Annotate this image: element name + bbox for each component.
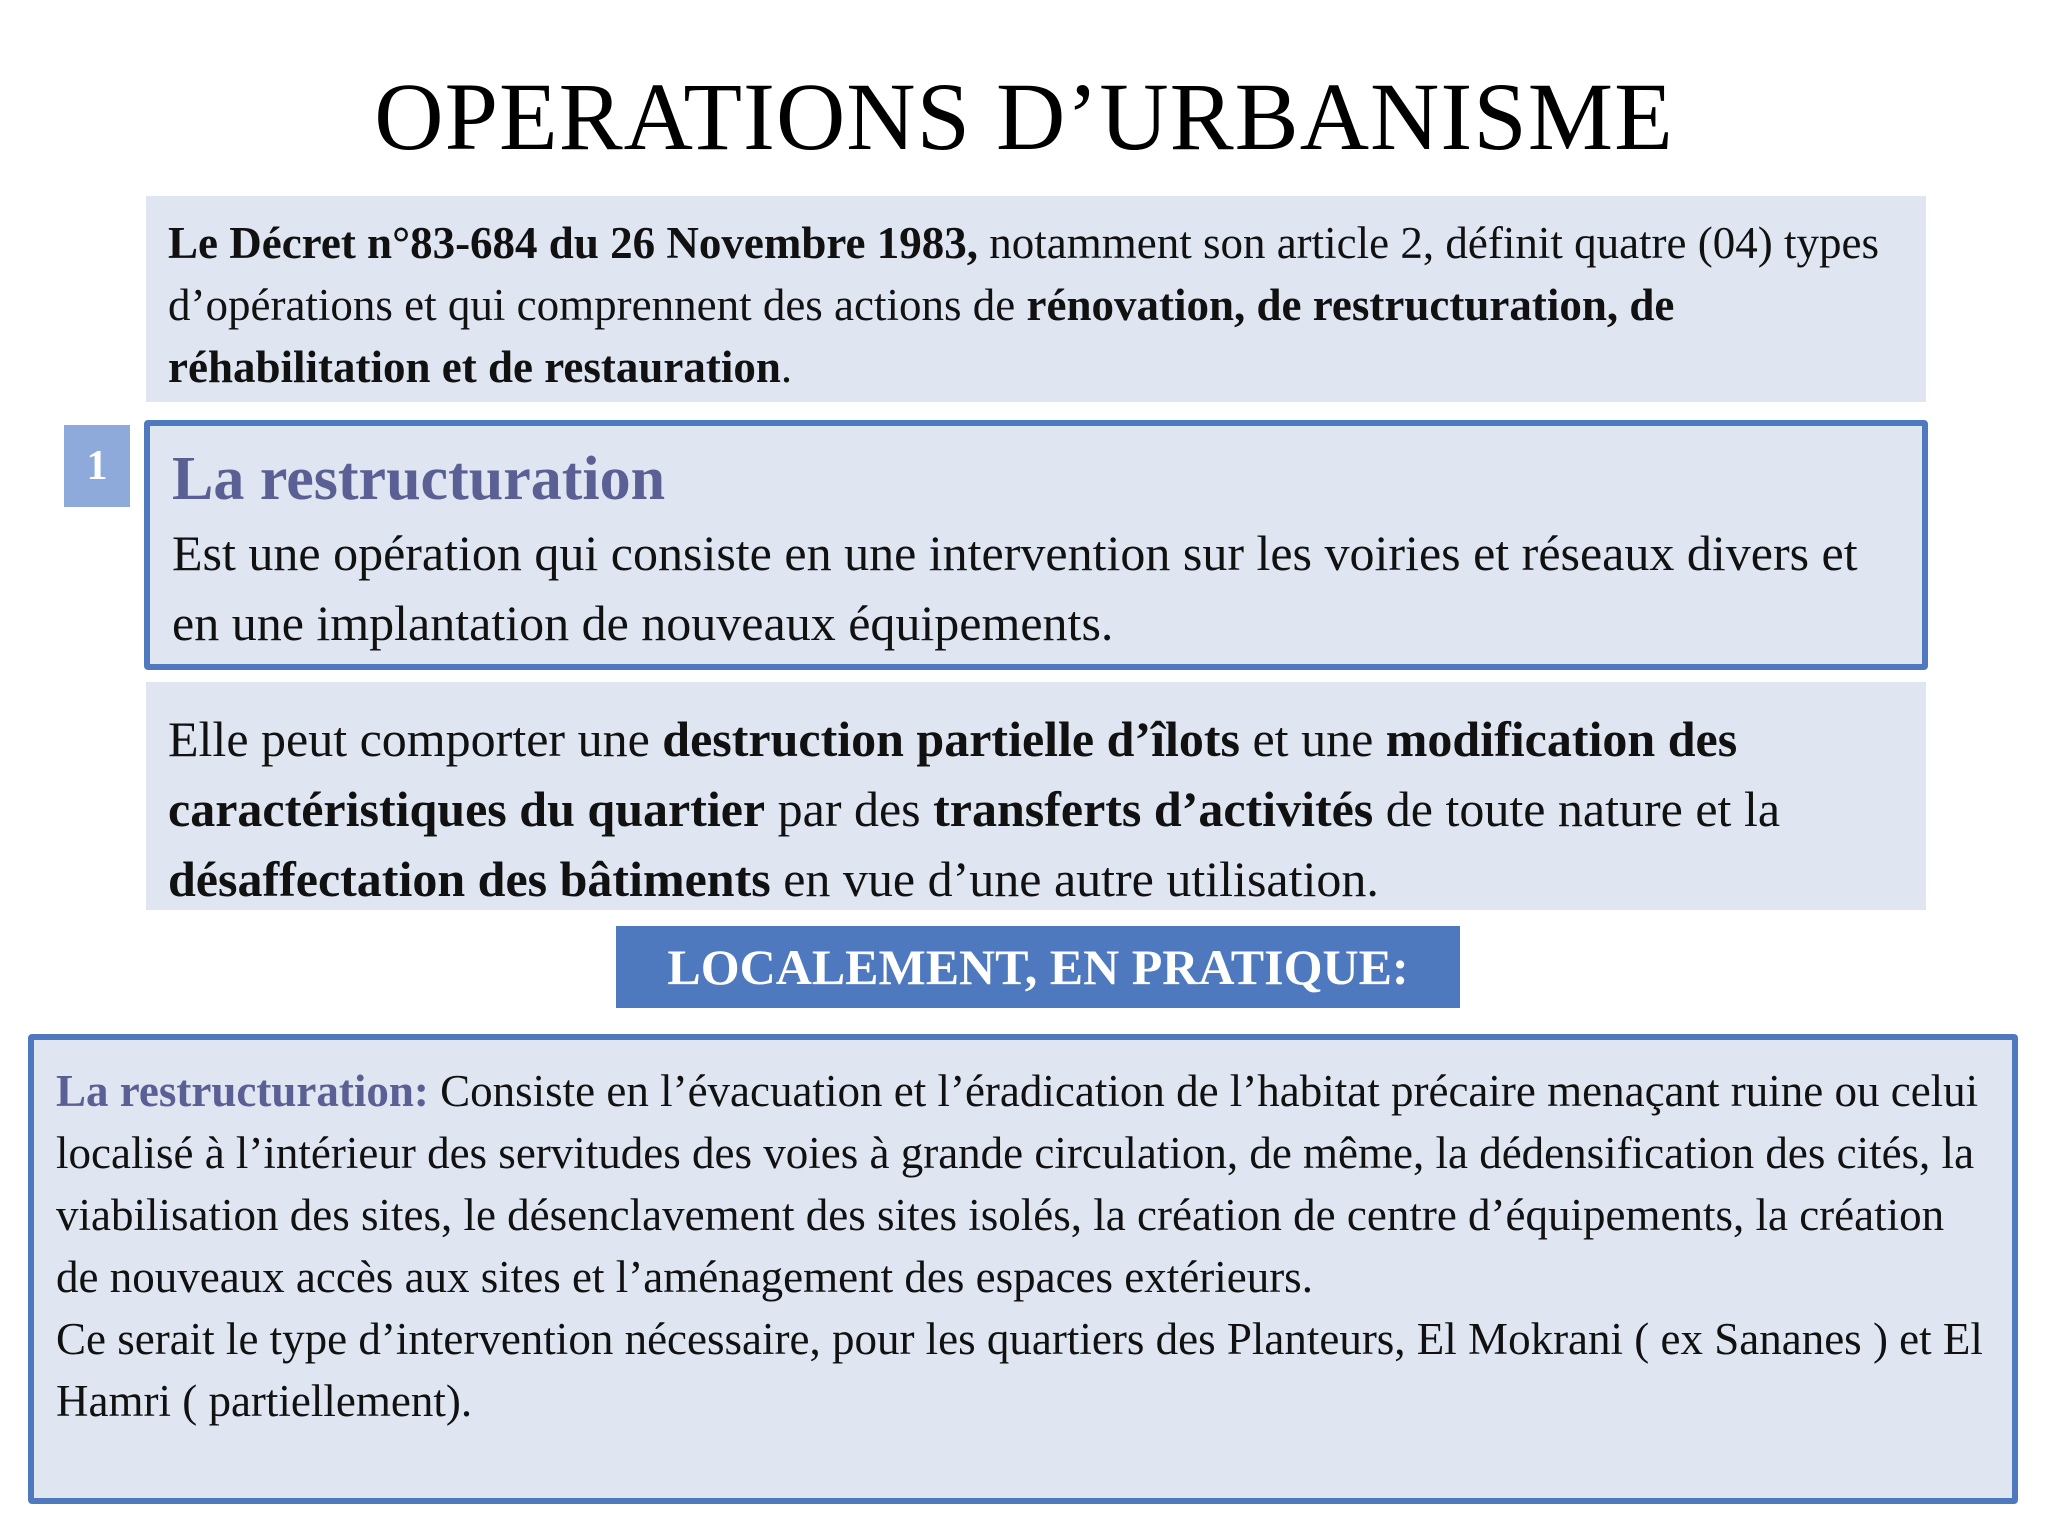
decree-reference: Le Décret n°83-684 du 26 Novembre 1983, <box>168 218 978 268</box>
decree-text: notamment son article 2, définit quatre (04) types d’opérations et qui comprennent des actions de <box>168 218 1879 330</box>
local-practice-lead: La restructuration: <box>56 1066 429 1116</box>
local-practice-neighborhoods: Ce serait le type d’intervention nécessaire, pour les quartiers des Planteurs, El Mokrani ( ex Sananes ) et El Hamri ( partiellement). <box>56 1314 1983 1426</box>
details-text: en vue d’une autre utilisation. <box>770 851 1379 907</box>
restructuration-panel <box>144 420 1928 670</box>
details-text: de toute nature et la <box>1373 781 1781 837</box>
decree-panel <box>146 196 1926 402</box>
local-practice-banner: LOCALEMENT, EN PRATIQUE: <box>616 926 1460 1008</box>
section-number-badge: 1 <box>64 425 130 507</box>
details-emphasis: transferts d’activités <box>933 781 1374 837</box>
local-practice-paragraph <box>56 1060 1990 1308</box>
details-emphasis: destruction partielle d’îlots <box>662 711 1240 767</box>
local-practice-panel <box>28 1034 2018 1504</box>
details-emphasis: modification des caractéristiques du quartier <box>168 711 1738 837</box>
restructuration-definition: Est une opération qui consiste en une intervention sur les voiries et réseaux divers et en une implantation de nouveaux équipements. <box>172 525 1858 651</box>
details-panel <box>146 682 1926 910</box>
details-emphasis: désaffectation des bâtiments <box>168 851 771 907</box>
details-text: Elle peut comporter une <box>168 711 663 767</box>
decree-end: . <box>780 342 793 392</box>
details-text: et une <box>1239 711 1386 767</box>
details-text: par des <box>765 781 934 837</box>
decree-operation-types: rénovation, de restructuration, de réhabilitation et de restauration <box>168 280 1675 392</box>
local-practice-text: Consiste en l’évacuation et l’éradication de l’habitat précaire menaçant ruine ou celui localisé à l’intérieur des servitudes des voies à grande circulation, de même, la dédensification des cités, la viabilisation des sites, le désenclavement des sites isolés, la création de centre d’équipements, la création de nouveaux accès aux sites et l’aménagement des espaces extérieurs. <box>56 1066 1979 1302</box>
page-title: OPERATIONS D’URBANISME <box>374 63 1674 170</box>
restructuration-heading: La restructuration <box>172 445 666 513</box>
